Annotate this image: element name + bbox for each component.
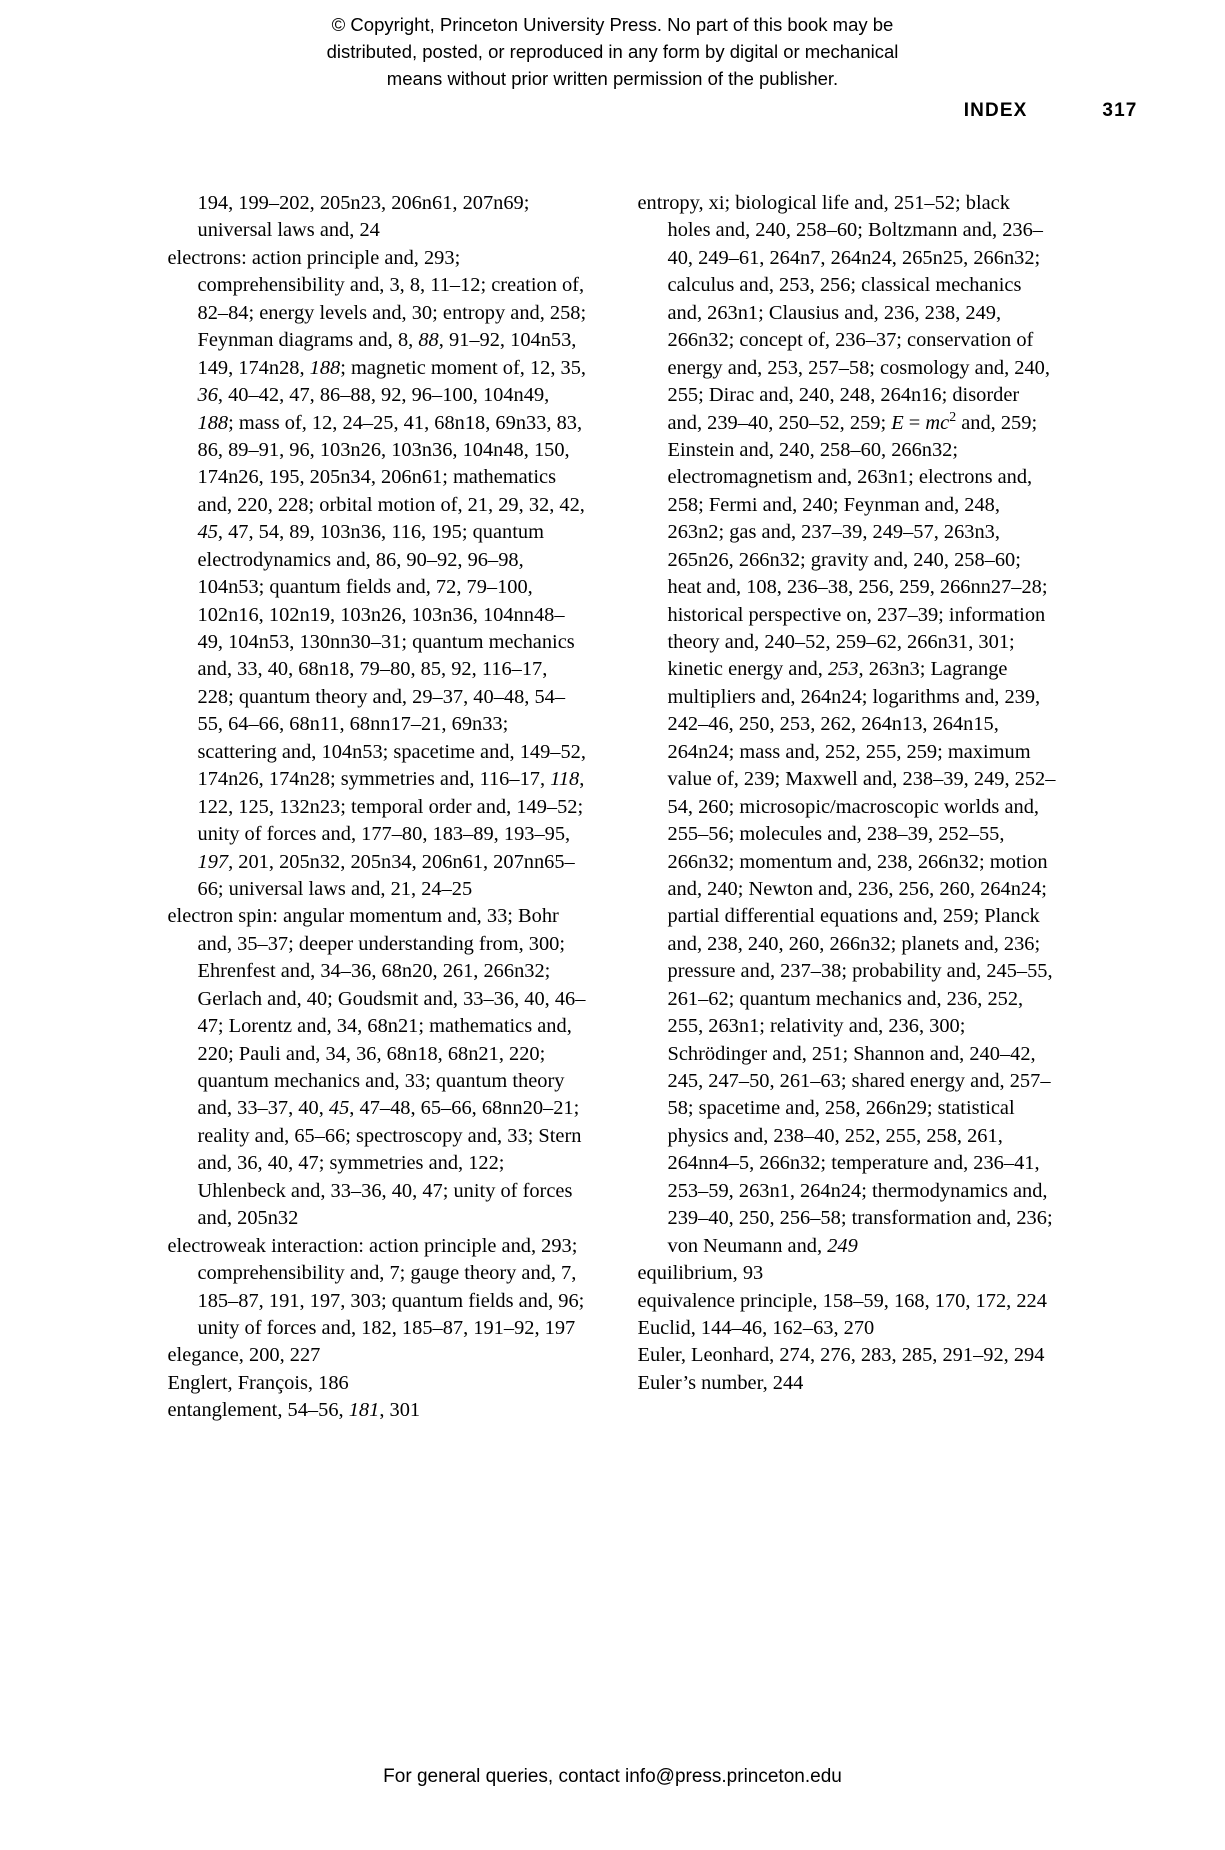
copyright-line-3: means without prior written permission of the publisher. — [386, 67, 839, 89]
entry-equilibrium: equilibrium, 93 — [637, 1262, 764, 1285]
entry-electron-spin: electron spin: angular momentum and, 33; Bohr and, 35–37; deeper understanding from, 300; Ehrenfest and, 34–36, 68n20, 261, 266n32; Gerlach and, 40; Goudsmit and, 33–36, 40, 46–47; Lorentz and, 34, 68n21; mathematics and, 220; Pauli and, 34, 36, 68n18, 68n21, 220; quantum mechanics and, 33; quantum theory and, 33–37, 40, 45, 47–48, 65–66, 68nn20–21; reality and, 65–66; spectroscopy and, 33; Stern and, 36, 40, 47; symmetries and, 122; Uhlenbeck and, 33–36, 40, 47; unity of forces and, 205n32 — [167, 905, 586, 1230]
entry-eulers-number: Euler’s number, 244 — [637, 1371, 804, 1394]
entry-entanglement: entanglement, 54–56, 181, 301 — [167, 1399, 421, 1422]
index-columns — [0, 190, 1225, 1425]
index-column-right — [638, 190, 1058, 1425]
entry-electrons: electrons: action principle and, 293; comprehensibility and, 3, 8, 11–12; creation of, 82–84; energy levels and, 30; entropy and, 258; Feynman diagrams and, 8, 88, 91–92, 104n53, 149, 174n28, 188; magnetic moment of, 12, 35, 36, 40–42, 47, 86–88, 92, 96–100, 104n49, 188; mass of, 12, 24–25, 41, 68n18, 69n33, 83, 86, 89–91, 96, 103n26, 103n36, 104n48, 150, 174n26, 195, 205n34, 206n61; mathematics and, 220, 228; orbital motion of, 21, 29, 32, 42, 45, 47, 54, 89, 103n36, 116, 195; quantum electrodynamics and, 86, 90–92, 96–98, 104n53; quantum fields and, 72, 79–100, 102n16, 102n19, 103n26, 103n36, 104nn48–49, 104n53, 130nn30–31; quantum mechanics and, 33, 40, 68n18, 79–80, 85, 92, 116–17, 228; quantum theory and, 29–37, 40–48, 54–55, 64–66, 68n11, 68nn17–21, 69n33; scattering and, 104n53; spacetime and, 149–52, 174n26, 174n28; symmetries and, 116–17, 118, 122, 125, 132n23; temporal order and, 149–52; unity of forces and, 177–80, 183–89, 193–95, 197, 201, 205n32, 205n34, 206n61, 207nn65–66; universal laws and, 21, 24–25 — [167, 246, 587, 900]
copyright-notice — [0, 12, 1225, 92]
entry-euler: Euler, Leonhard, 274, 276, 283, 285, 291–92, 294 — [637, 1344, 1045, 1367]
copyright-line-2: distributed, posted, or reproduced in any form by digital or mechanical — [326, 40, 899, 62]
entry-electroweak-interaction: electroweak interaction: action principle and, 293; comprehensibility and, 7; gauge theory and, 7, 185–87, 191, 197, 303; quantum fields and, 96; unity of forces and, 182, 185–87, 191–92, 197 — [167, 1234, 585, 1339]
entry-elegance: elegance, 200, 227 — [167, 1344, 321, 1367]
running-head-label: INDEX — [963, 100, 1028, 121]
index-column-left — [168, 190, 588, 1425]
entry-euclid: Euclid, 144–46, 162–63, 270 — [637, 1316, 875, 1339]
page-footer: For general queries, contact info@press.princeton.edu — [383, 1766, 842, 1787]
entry-entropy: entropy, xi; biological life and, 251–52; black holes and, 240, 258–60; Boltzmann and, 236–40, 249–61, 264n7, 264n24, 265n25, 266n32; calculus and, 253, 256; classical mechanics and, 263n1; Clausius and, 236, 238, 249, 266n32; concept of, 236–37; conservation of energy and, 253, 257–58; cosmology and, 240, 255; Dirac and, 240, 248, 264n16; disorder and, 239–40, 250–52, 259; $E = mc^2$ and, 259; Einstein and, 240, 258–60, 266n32; electromagnetism and, 263n1; electrons and, 258; Fermi and, 240; Feynman and, 248, 263n2; gas and, 237–39, 249–57, 263n3, 265n26, 266n32; gravity and, 240, 258–60; heat and, 108, 236–38, 256, 259, 266nn27–28; historical perspective on, 237–39; information theory and, 240–52, 259–62, 266n31, 301; kinetic energy and, 253, 263n3; Lagrange multipliers and, 264n24; logarithms and, 239, 242–46, 250, 253, 262, 264n13, 264n15, 264n24; mass and, 252, 255, 259; maximum value of, 239; Maxwell and, 238–39, 249, 252–54, 260; microsopic/macroscopic worlds and, 255–56; molecules and, 238–39, 252–55, 266n32; momentum and, 238, 266n32; motion and, 240; Newton and, 236, 256, 260, 264n24; partial differential equations and, 259; Planck and, 238, 240, 260, 266n32; planets and, 236; pressure and, 237–38; probability and, 245–55, 261–62; quantum mechanics and, 236, 252, 255, 263n1; relativity and, 236, 300; Schrödinger and, 251; Shannon and, 240–42, 245, 247–50, 261–63; shared energy and, 257–58; spacetime and, 258, 266n29; statistical physics and, 238–40, 252, 255, 258, 261, 264nn4–5, 266n32; temperature and, 236–41, 253–59, 263n1, 264n24; thermodynamics and, 239–40, 250, 256–58; transformation and, 236; von Neumann and, 249 — [637, 192, 1056, 1257]
page-number: 317 — [1102, 100, 1138, 121]
entry-equivalence-principle: equivalence principle, 158–59, 168, 170, 172, 224 — [637, 1289, 1047, 1312]
copyright-line-1: © Copyright, Princeton University Press. No part of this book may be — [331, 14, 894, 35]
entry-continuation-electrodynamics: 194, 199–202, 205n23, 206n61, 207n69; universal laws and, 24 — [197, 192, 530, 242]
entry-englert: Englert, François, 186 — [167, 1371, 349, 1394]
running-head — [0, 100, 1225, 126]
